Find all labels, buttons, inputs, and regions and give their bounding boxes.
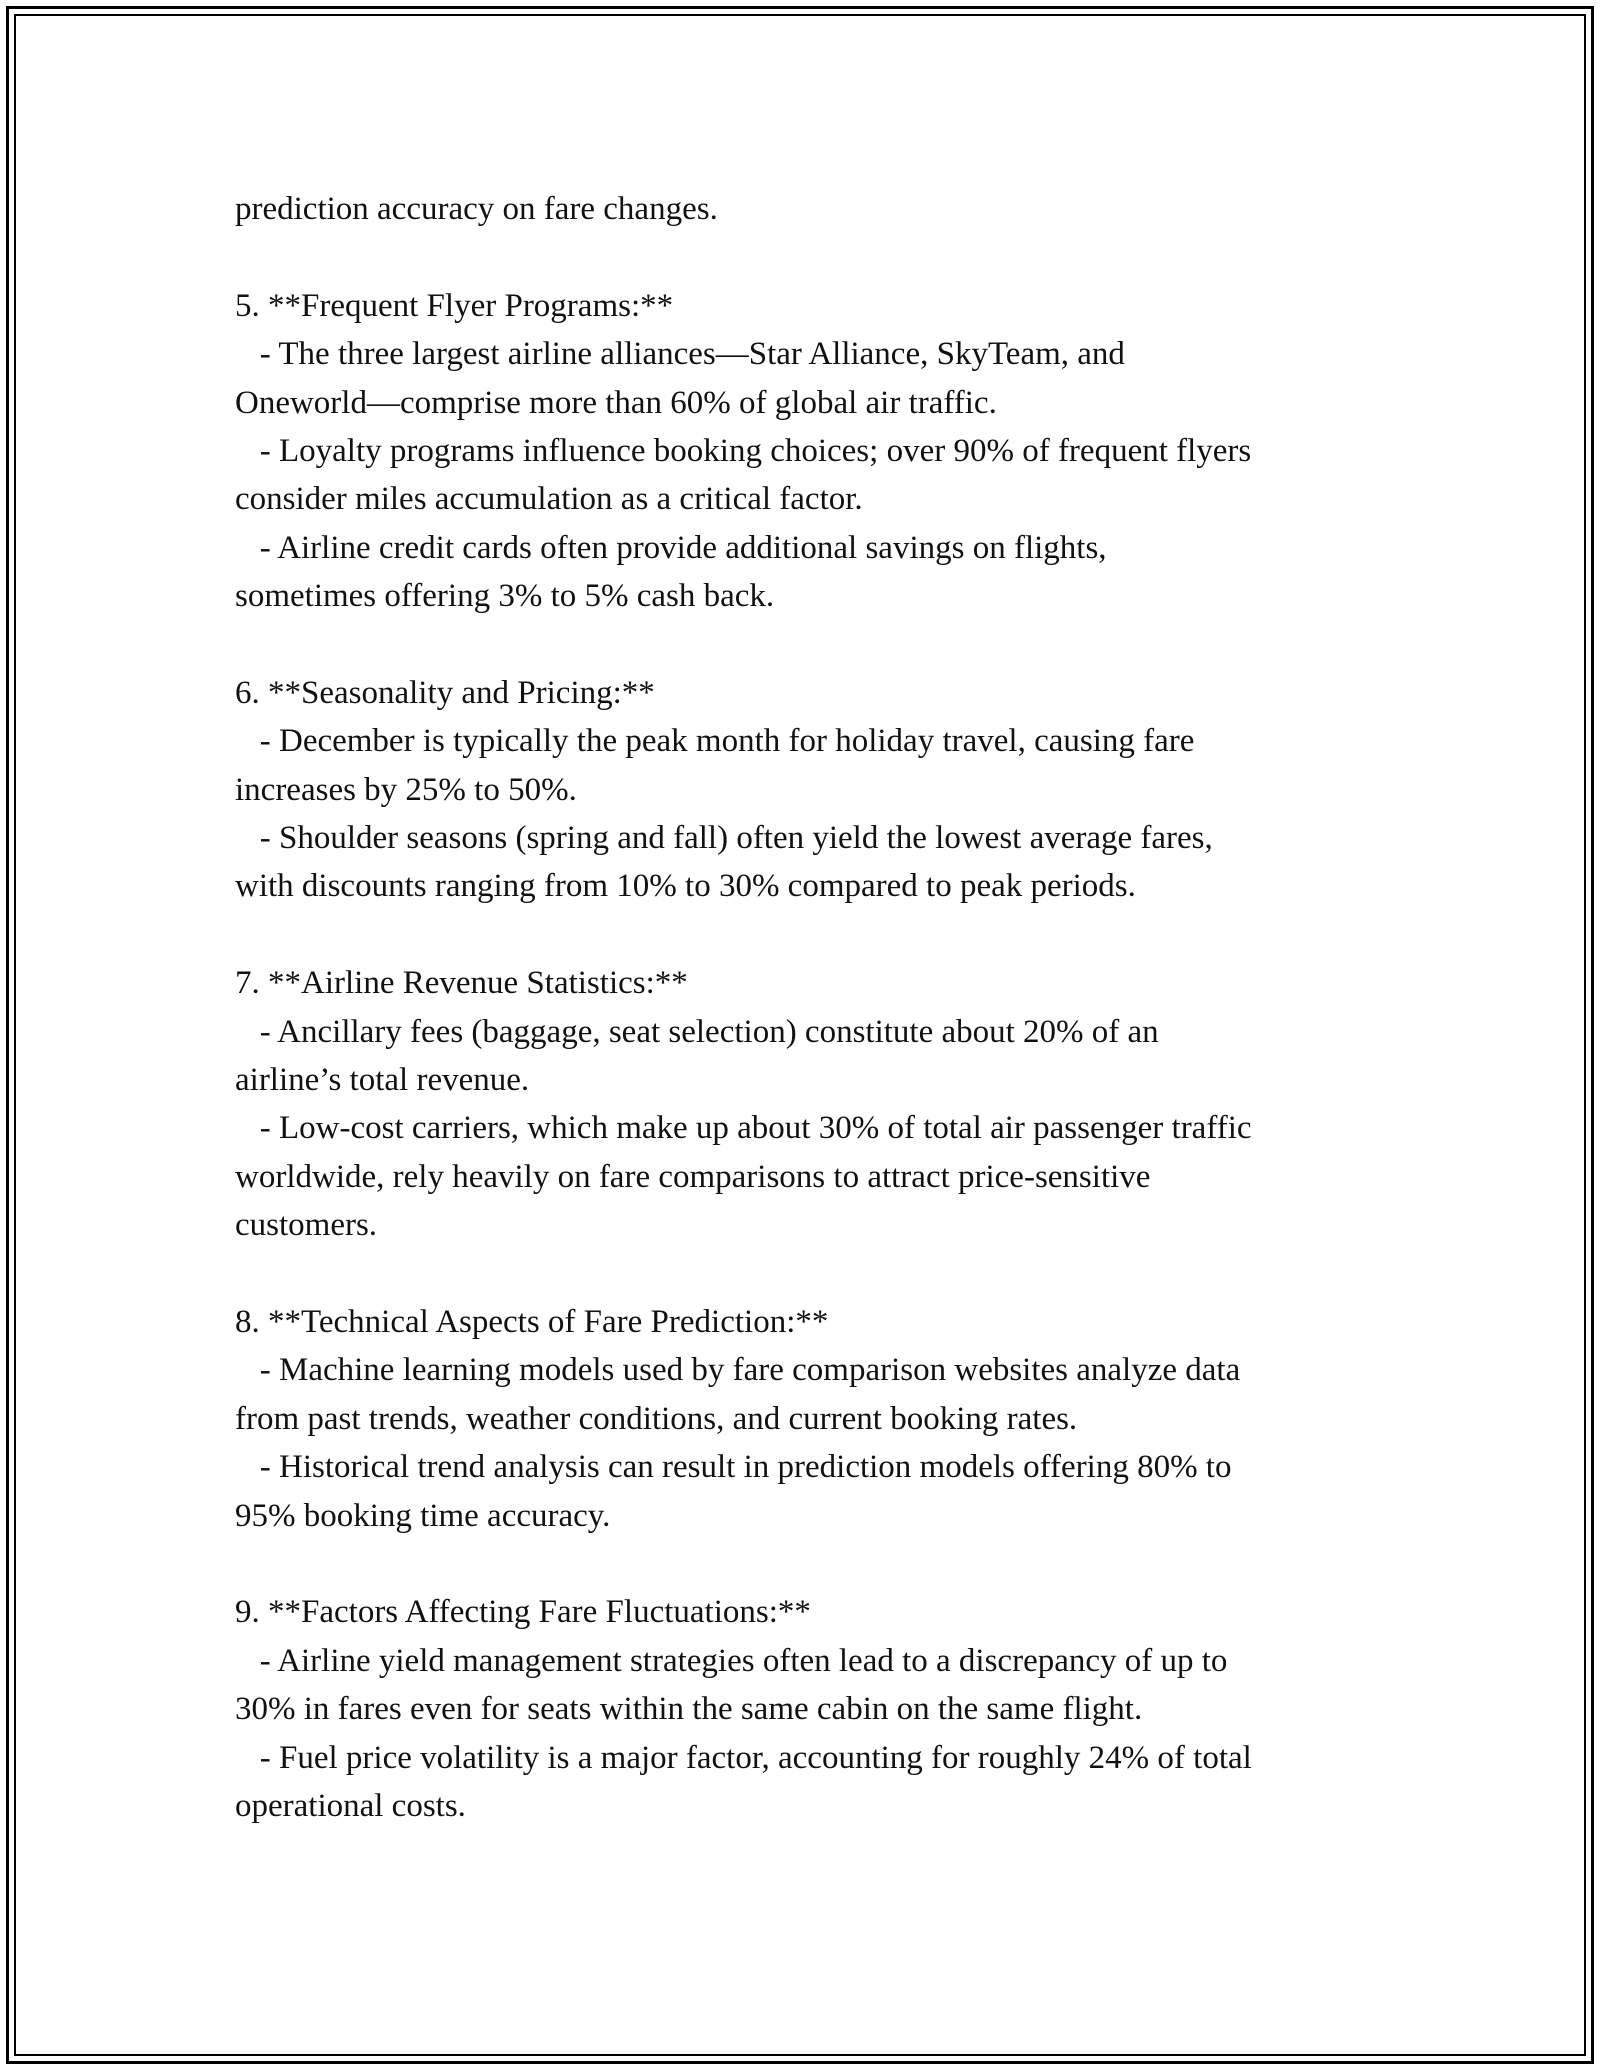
section-line: Oneworld—comprise more than 60% of global air traffic. <box>235 384 997 421</box>
section-fare-fluctuations <box>235 1588 1375 1830</box>
section-line: - Ancillary fees (baggage, seat selection) constitute about 20% of an <box>235 1013 1159 1050</box>
intro-line: prediction accuracy on fare changes. <box>235 191 718 227</box>
blank-line <box>235 911 1375 959</box>
section-line: - December is typically the peak month for holiday travel, causing fare <box>235 723 1195 760</box>
section-line: - Airline credit cards often provide additional savings on flights, <box>235 529 1107 566</box>
section-heading: 9. **Factors Affecting Fare Fluctuations:** <box>235 1594 811 1631</box>
section-line: customers. <box>235 1207 378 1244</box>
section-heading: 8. **Technical Aspects of Fare Prediction:** <box>235 1303 829 1340</box>
section-line: with discounts ranging from 10% to 30% compared to peak periods. <box>235 868 1136 905</box>
section-line: - Fuel price volatility is a major factor, accounting for roughly 24% of total <box>235 1739 1252 1776</box>
section-frequent-flyer <box>235 282 1375 621</box>
section-line: - The three largest airline alliances—Star Alliance, SkyTeam, and <box>235 336 1125 373</box>
section-technical-aspects <box>235 1298 1375 1540</box>
blank-line <box>235 233 1375 281</box>
section-line: airline’s total revenue. <box>235 1062 530 1099</box>
section-line: - Low-cost carriers, which make up about 30% of total air passenger traffic <box>235 1110 1252 1147</box>
section-heading: 7. **Airline Revenue Statistics:** <box>235 965 688 1002</box>
section-line: consider miles accumulation as a critical factor. <box>235 481 863 518</box>
section-line: 30% in fares even for seats within the same cabin on the same flight. <box>235 1691 1143 1728</box>
blank-line <box>235 621 1375 669</box>
section-line: from past trends, weather conditions, and current booking rates. <box>235 1400 1078 1437</box>
section-heading: 6. **Seasonality and Pricing:** <box>235 674 655 711</box>
document-body <box>235 185 1375 1830</box>
blank-line <box>235 1540 1375 1588</box>
section-line: increases by 25% to 50%. <box>235 771 577 808</box>
section-airline-revenue <box>235 959 1375 1249</box>
section-line: sometimes offering 3% to 5% cash back. <box>235 578 775 615</box>
section-line: 95% booking time accuracy. <box>235 1497 611 1534</box>
section-heading: 5. **Frequent Flyer Programs:** <box>235 287 674 324</box>
blank-line <box>235 1250 1375 1298</box>
section-line: operational costs. <box>235 1787 466 1824</box>
section-line: worldwide, rely heavily on fare comparisons to attract price-sensitive <box>235 1158 1151 1195</box>
section-line: - Machine learning models used by fare comparison websites analyze data <box>235 1352 1241 1389</box>
section-line: - Historical trend analysis can result in prediction models offering 80% to <box>235 1449 1232 1486</box>
section-seasonality <box>235 669 1375 911</box>
section-line: - Shoulder seasons (spring and fall) often yield the lowest average fares, <box>235 820 1213 857</box>
section-line: - Loyalty programs influence booking choices; over 90% of frequent flyers <box>235 432 1252 469</box>
section-line: - Airline yield management strategies often lead to a discrepancy of up to <box>235 1642 1228 1679</box>
